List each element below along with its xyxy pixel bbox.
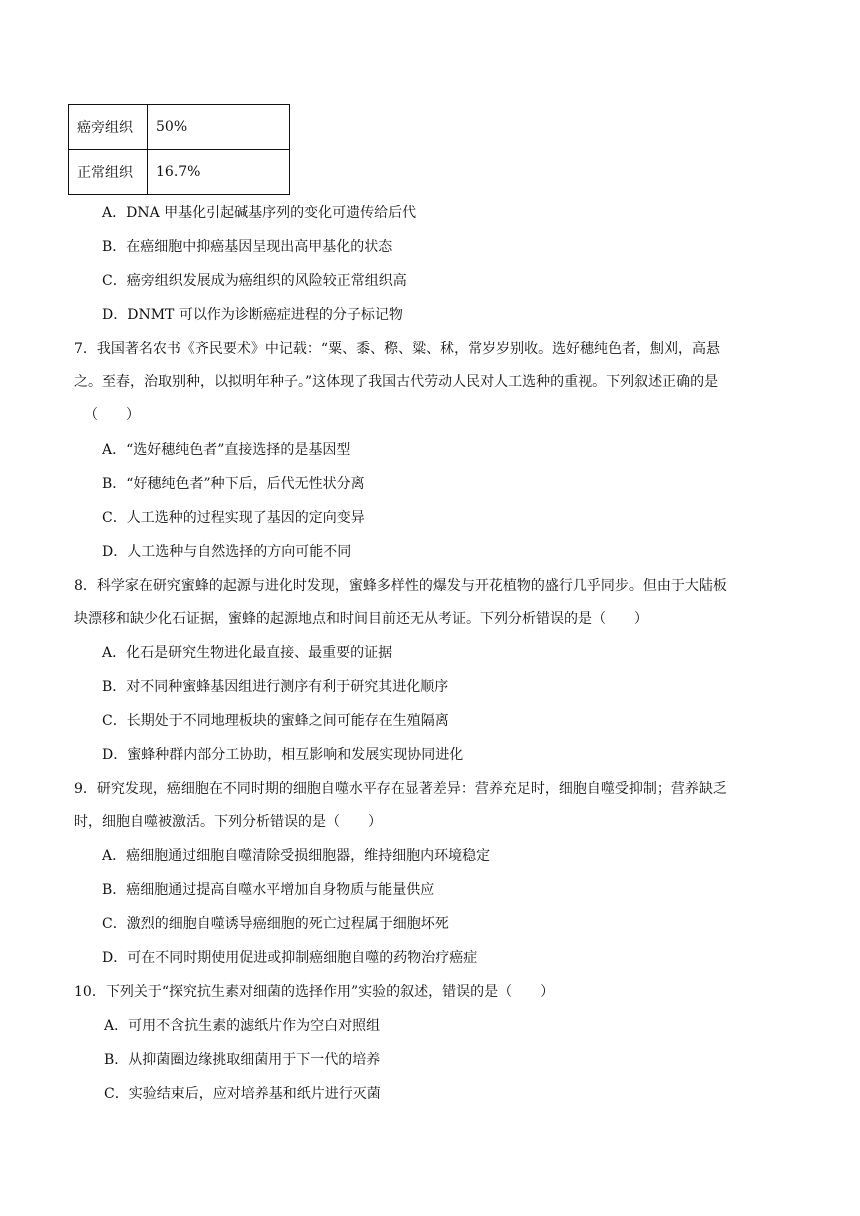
table-cell-value: 16.7%: [148, 150, 290, 195]
q8-option-a: A．化石是研究生物进化最直接、最重要的证据: [102, 645, 393, 661]
q6-option-d: D．DNMT 可以作为诊断癌症进程的分子标记物: [102, 307, 403, 323]
q9-stem-line-1: 9．研究发现，癌细胞在不同时期的细胞自噬水平存在显著差异：营养充足时，细胞自噬受抑制；营养缺乏: [74, 781, 727, 797]
q7-option-c: C．人工选种的过程实现了基因的定向变异: [102, 510, 365, 526]
q7-option-a: A．“选好穗纯色者”直接选择的是基因型: [102, 442, 351, 458]
q7-option-d: D．人工选种与自然选择的方向可能不同: [102, 544, 352, 560]
q9-option-d: D．可在不同时期使用促进或抑制癌细胞自噬的药物治疗癌症: [102, 950, 478, 966]
q8-stem-line-1: 8．科学家在研究蜜蜂的起源与进化时发现，蜜蜂多样性的爆发与开花植物的盛行几乎同步。但由于大陆板: [74, 578, 727, 594]
q6-option-c: C．癌旁组织发展成为癌组织的风险较正常组织高: [102, 273, 407, 289]
q9-option-b: B．癌细胞通过提高自噬水平增加自身物质与能量供应: [102, 882, 435, 898]
q7-stem-line-3: （ ）: [84, 407, 140, 423]
data-table: [68, 104, 290, 195]
table-row: [69, 150, 290, 195]
table-cell-label: 癌旁组织: [69, 105, 148, 150]
q7-stem-line-2: 之。至春，治取别种，以拟明年种子。”这体现了我国古代劳动人民对人工选种的重视。下列叙述正确的是: [74, 374, 719, 390]
q9-option-a: A．癌细胞通过细胞自噬清除受损细胞器，维持细胞内环境稳定: [102, 848, 491, 864]
q7-option-b: B．“好穗纯色者”种下后，后代无性状分离: [102, 476, 365, 492]
q9-option-c: C．激烈的细胞自噬诱导癌细胞的死亡过程属于细胞坏死: [102, 916, 449, 932]
q6-option-b: B．在癌细胞中抑癌基因呈现出高甲基化的状态: [102, 239, 393, 255]
q10-option-c: C．实验结束后，应对培养基和纸片进行灭菌: [104, 1086, 381, 1102]
q7-stem-line-1: 7．我国著名农书《齐民要术》中记载：“粟、黍、穄、粱、秫，常岁岁别收。选好穗纯色者，劁刈，高悬: [74, 341, 721, 357]
q10-option-b: B．从抑菌圈边缘挑取细菌用于下一代的培养: [104, 1052, 381, 1068]
q6-option-a: A．DNA 甲基化引起碱基序列的变化可遗传给后代: [102, 205, 417, 221]
q8-option-b: B．对不同种蜜蜂基因组进行测序有利于研究其进化顺序: [102, 679, 449, 695]
q10-option-a: A．可用不含抗生素的滤纸片作为空白对照组: [104, 1018, 381, 1034]
table-cell-value: 50%: [148, 105, 290, 150]
q8-stem-line-2: 块漂移和缺少化石证据，蜜蜂的起源地点和时间目前还无从考证。下列分析错误的是（ ）: [74, 611, 648, 627]
q9-stem-line-2: 时，细胞自噬被激活。下列分析错误的是（ ）: [74, 814, 382, 830]
q8-option-d: D．蜜蜂种群内部分工协助，相互影响和发展实现协同进化: [102, 747, 464, 763]
q10-stem-line-1: 10．下列关于“探究抗生素对细菌的选择作用”实验的叙述，错误的是（ ）: [74, 984, 555, 1000]
table-cell-label: 正常组织: [69, 150, 148, 195]
q8-option-c: C．长期处于不同地理板块的蜜蜂之间可能存在生殖隔离: [102, 713, 449, 729]
table-row: [69, 105, 290, 150]
